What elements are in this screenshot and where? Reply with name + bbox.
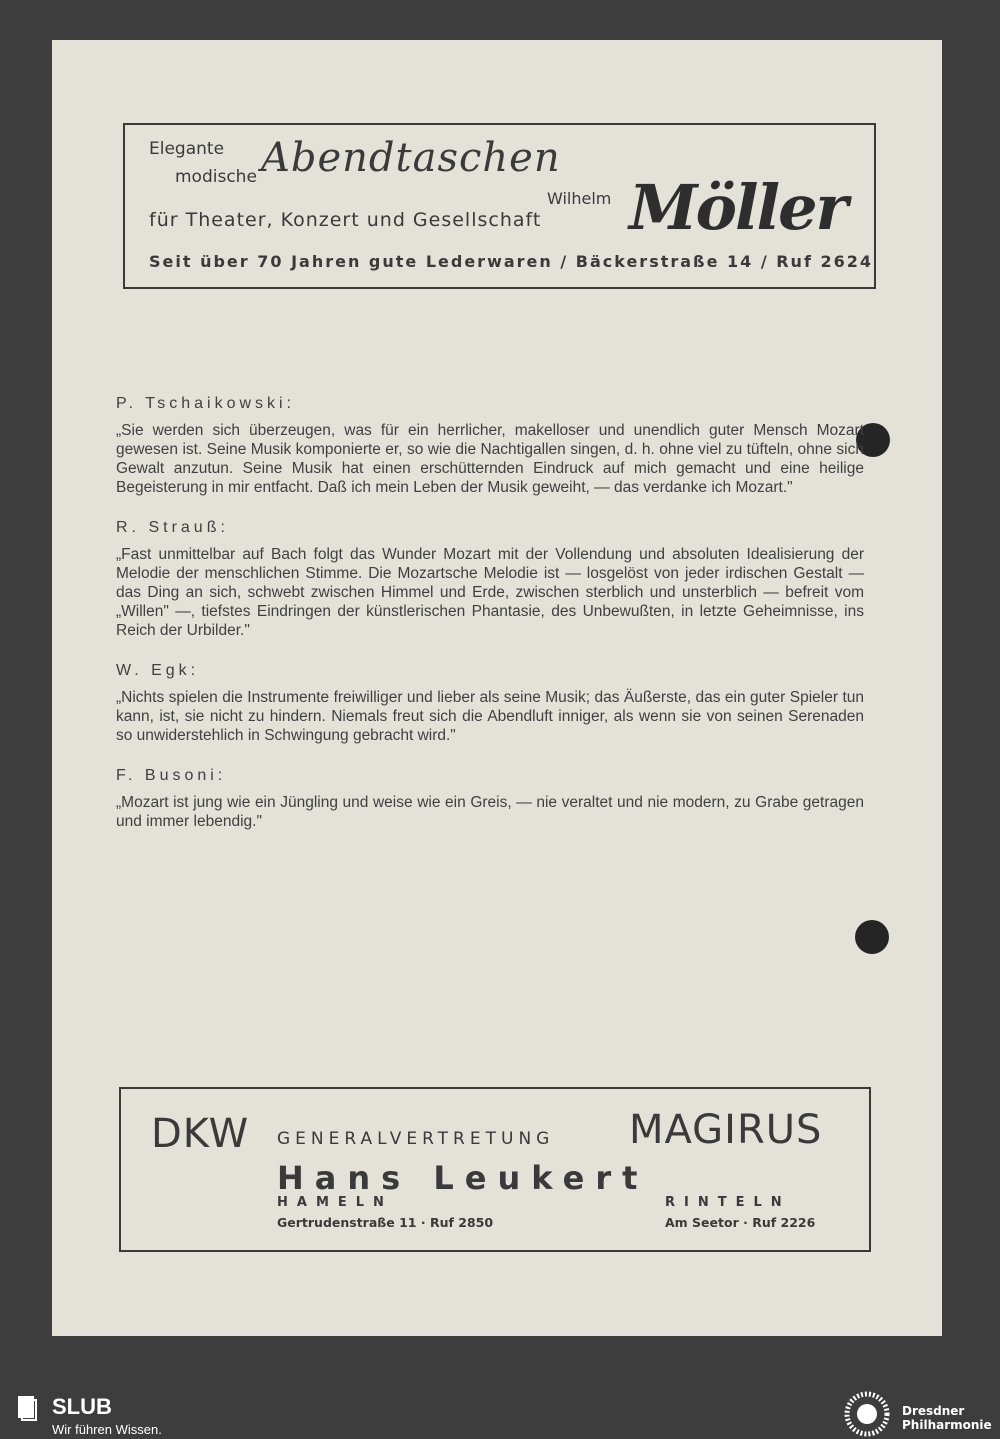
advertisement-leukert — [119, 1087, 871, 1252]
ad-address-hameln: Gertrudenstraße 11 · Ruf 2850 — [277, 1215, 494, 1230]
ad-text-modische: modische — [175, 167, 257, 187]
ad-generalvertretung: GENERALVERTRETUNG — [277, 1129, 555, 1149]
slub-logo-icon — [14, 1394, 38, 1422]
ad-text-elegante: Elegante — [149, 139, 225, 159]
quote-author: P. Tschaikowski: — [116, 395, 296, 412]
ad-script-abendtaschen: Abendtaschen — [261, 135, 561, 181]
slub-tagline: Wir führen Wissen. — [52, 1422, 162, 1437]
ad-dealer-name: Hans Leukert — [277, 1159, 649, 1197]
partner-name-line1: Dresdner — [902, 1404, 965, 1418]
ad-brand-magirus: MAGIRUS — [629, 1107, 823, 1153]
quotes-section — [116, 395, 864, 853]
ad-text-occasions: für Theater, Konzert und Gesellschaft — [149, 209, 542, 231]
ad-brand-dkw: DKW — [151, 1111, 250, 1157]
advertisement-moeller — [123, 123, 876, 289]
partner-name-line2: Philharmonie — [902, 1418, 992, 1432]
ad-brand-moeller: Möller — [629, 171, 847, 244]
viewer-footer — [0, 1388, 1000, 1439]
program-page — [52, 40, 942, 1336]
ad-address-line: Seit über 70 Jahren gute Lederwaren / Bäckerstraße 14 / Ruf 2624 — [149, 252, 874, 271]
punch-hole — [855, 920, 889, 954]
slub-logo-text: SLUB — [52, 1394, 112, 1419]
ad-firstname: Wilhelm — [547, 189, 612, 208]
ad-address-rinteln: Am Seetor · Ruf 2226 — [665, 1215, 816, 1230]
quote-text: „Mozart ist jung wie ein Jüngling und weise wie ein Greis, — nie veraltet und nie modern, zu Grabe getragen und immer lebendig." — [116, 794, 864, 830]
quote-author: F. Busoni: — [116, 767, 227, 784]
philharmonie-logo-icon — [843, 1390, 891, 1438]
ad-city-rinteln: RINTELN — [665, 1195, 791, 1210]
ad-city-hameln: HAMELN — [277, 1195, 393, 1210]
quote-author: R. Strauß: — [116, 519, 229, 536]
quote-text: „Fast unmittelbar auf Bach folgt das Wunder Mozart mit der Vollendung und absoluten Idealisierung der Melodie der menschlichen Stimme. Die Mozartsche Melodie ist — losgelöst von jeder irdischen Gestalt — das Ding an sich, schwebt zwischen Himmel und Erde, zwischen sterblich und unsterblich — befreit vom „Willen" —, tiefstes Eindringen der künstlerischen Phantasie, des Unbewußten, in letzte Geheimnisse, ins Reich der Urbilder." — [116, 546, 864, 639]
quote-text: „Sie werden sich überzeugen, was für ein herrlicher, makelloser und unendlich guter Mensch Mozart gewesen ist. Seine Musik komponierte er, so wie die Nachtigallen singen, d. h. ohne viel zu tüfteln, ohne sich Gewalt anzutun. Seine Musik hat einen erschütternden Eindruck auf mich gemacht und eine heilige Begeisterung in mir entfacht. Daß ich mein Leben der Musik geweiht, — das verdanke ich Mozart." — [116, 422, 864, 496]
quote-text: „Nichts spielen die Instrumente freiwilliger und lieber als seine Musik; das Äußerste, das ein guter Spieler tun kann, ist, sie nicht zu hindern. Niemals freut sich die Abendluft inniger, als wenn sie von seinen Serenaden so unwiderstehlich in Schwingung gebracht wird." — [116, 689, 864, 744]
quote-author: W. Egk: — [116, 662, 200, 679]
